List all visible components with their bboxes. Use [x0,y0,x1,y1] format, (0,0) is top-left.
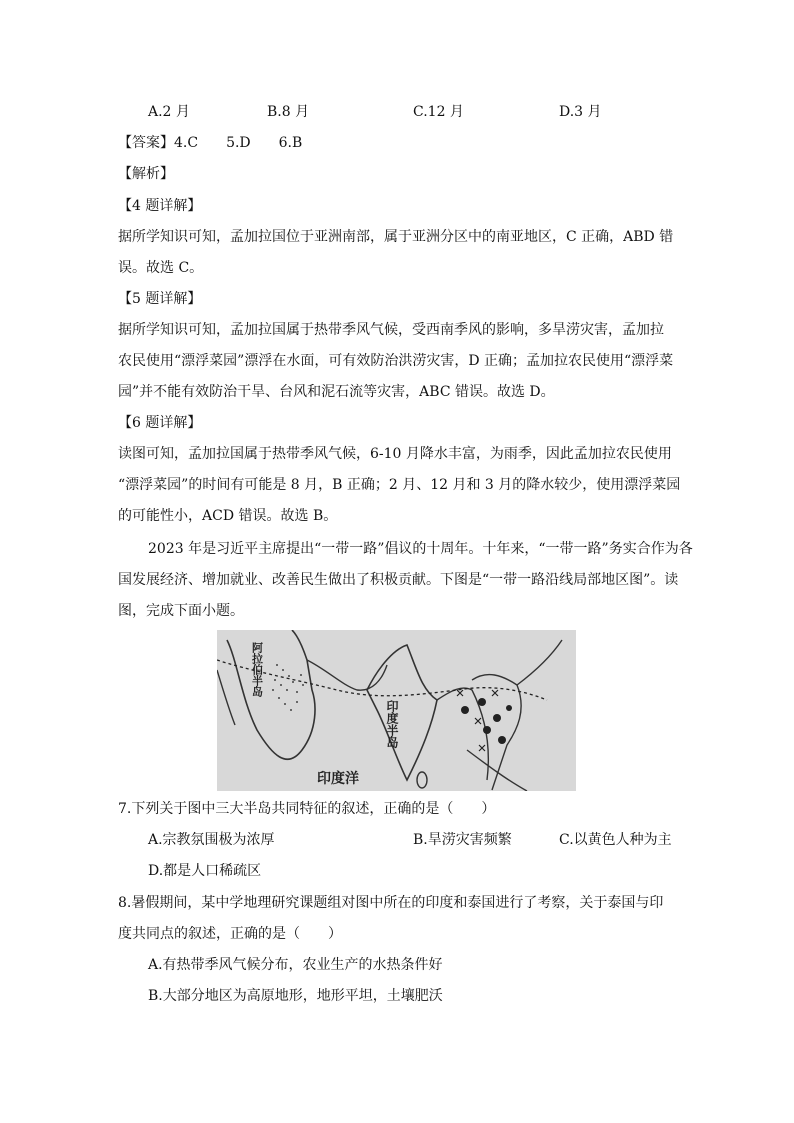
belt-road-map [217,630,576,791]
intro-line-2: 国发展经济、增加就业、改善民生做出了积极贡献。下图是“一带一路沿线局部地区图”。读 [118,572,679,588]
q4-line-1: 据所学知识可知，孟加拉国位于亚洲南部，属于亚洲分区中的南亚地区，C 正确，ABD 错 [118,229,674,245]
q6-line-2: “漂浮菜园”的时间有可能是 8 月，B 正确；2 月、12 月和 3 月的降水较少，使用漂浮菜园 [118,477,681,493]
q5-heading: 【5 题详解】 [118,291,202,307]
q7-option-b: B.旱涝灾害频繁 [413,832,512,848]
q5-line-1: 据所学知识可知，孟加拉国属于热带季风气候，受西南季风的影响，多旱涝灾害，孟加拉 [118,322,664,338]
intro-line-3: 图，完成下面小题。 [118,603,244,619]
q6-line-3: 的可能性小，ACD 错误。故选 B。 [118,508,338,524]
option-c: C.12 月 [413,104,464,120]
q8-option-b: B.大部分地区为高原地形，地形平坦，土壤肥沃 [148,988,443,1004]
option-b: B.8 月 [267,104,310,120]
q8-stem-2: 度共同点的叙述，正确的是（ ） [118,926,342,942]
q4-line-2: 误。故选 C。 [118,260,204,276]
q7-option-a: A.宗教氛围极为浓厚 [148,832,275,848]
map-label-indian: 印度半岛 [385,700,399,748]
q7-option-d: D.都是人口稀疏区 [148,863,262,879]
option-a: A.2 月 [148,104,190,120]
q7-stem: 7.下列关于图中三大半岛共同特征的叙述，正确的是（ ） [118,801,496,817]
q6-line-1: 读图可知，孟加拉国属于热带季风气候，6-10 月降水丰富，为雨季，因此孟加拉农民使用 [118,446,672,462]
q5-line-3: 园”并不能有效防治干旱、台风和泥石流等灾害，ABC 错误。故选 D。 [118,384,555,400]
q5-line-2: 农民使用“漂浮菜园”漂浮在水面，可有效防治洪涝灾害，D 正确；孟加拉农民使用“漂浮菜 [118,353,674,369]
q8-stem-1: 8.暑假期间，某中学地理研究课题组对图中所在的印度和泰国进行了考察，关于泰国与印 [118,895,664,911]
q6-heading: 【6 题详解】 [118,415,202,431]
answer-line: 【答案】4.C 5.D 6.B [118,135,303,151]
q8-option-a: A.有热带季风气候分布，农业生产的水热条件好 [148,957,443,973]
q7-option-c: C.以黄色人种为主 [559,832,672,848]
option-d: D.3 月 [559,104,602,120]
analysis-title: 【解析】 [118,166,174,182]
q4-heading: 【4 题详解】 [118,198,202,214]
map-label-arabian: 阿拉伯半岛 [250,642,264,697]
map-label-ocean: 印度洋 [317,771,359,787]
intro-line-1: 2023 年是习近平主席提出“一带一路”倡议的十周年。十年来，“一带一路”务实合作为各 [148,541,693,557]
